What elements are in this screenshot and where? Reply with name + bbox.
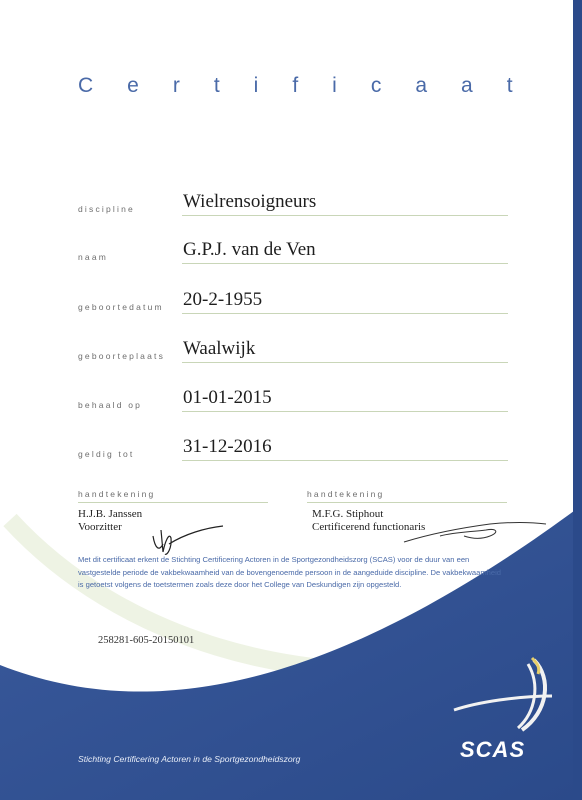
field-geboortedatum	[78, 284, 508, 314]
signer-name: H.J.B. Janssen	[78, 508, 143, 520]
signature-rule-left	[78, 502, 268, 503]
field-rule	[182, 215, 508, 216]
field-geboorteplaats	[78, 333, 508, 363]
field-label: geldig tot	[78, 449, 135, 459]
certification-statement: Met dit certificaat erkent de Stichting Certificering Actoren in de Sportgezondheidszorg (SCAS) voor de duur van een vastgestelde periode de vakbekwaamheid van de bovengenoemde persoon in de aangeduide discipline. De vakbekwaamheid is getoetst volgens de toetstermen zoals deze door het College van Deskundigen zijn opgesteld.	[78, 555, 502, 589]
field-rule	[182, 362, 508, 363]
field-behaald-op	[78, 382, 508, 412]
scas-logo-text: SCAS	[460, 737, 526, 762]
field-rule	[182, 263, 508, 264]
field-label: naam	[78, 252, 109, 262]
signature-label-right: handtekening	[307, 489, 385, 499]
field-value: Wielrensoigneurs	[183, 191, 317, 212]
signer-role: Voorzitter	[78, 521, 122, 533]
field-rule	[182, 460, 508, 461]
certificate-number: 258281-605-20150101	[98, 635, 195, 646]
handwritten-signature-right	[400, 514, 550, 548]
field-value: 20-2-1955	[183, 289, 263, 310]
field-rule	[182, 411, 508, 412]
field-label: behaald op	[78, 400, 143, 410]
signer-left	[78, 508, 142, 534]
certificate-title: Certificaat	[78, 74, 547, 97]
field-label: geboortedatum	[78, 302, 164, 312]
footer-organization: Stichting Certificering Actoren in de Sportgezondheidszorg	[78, 754, 301, 764]
field-value: G.P.J. van de Ven	[183, 239, 316, 260]
signature-label-left: handtekening	[78, 489, 156, 499]
signer-name: M.F.G. Stiphout	[312, 508, 384, 520]
globe-emblem-icon	[448, 656, 558, 738]
field-discipline	[78, 186, 508, 216]
field-value: 31-12-2016	[183, 436, 272, 457]
field-value: Waalwijk	[183, 338, 256, 359]
field-geldig-tot	[78, 431, 508, 461]
field-label: discipline	[78, 204, 135, 214]
field-rule	[182, 313, 508, 314]
field-value: 01-01-2015	[183, 387, 272, 408]
signature-rule-right	[307, 502, 507, 503]
field-naam	[78, 234, 508, 264]
field-label: geboorteplaats	[78, 351, 166, 361]
signer-role: Certificerend functionaris	[312, 521, 426, 533]
